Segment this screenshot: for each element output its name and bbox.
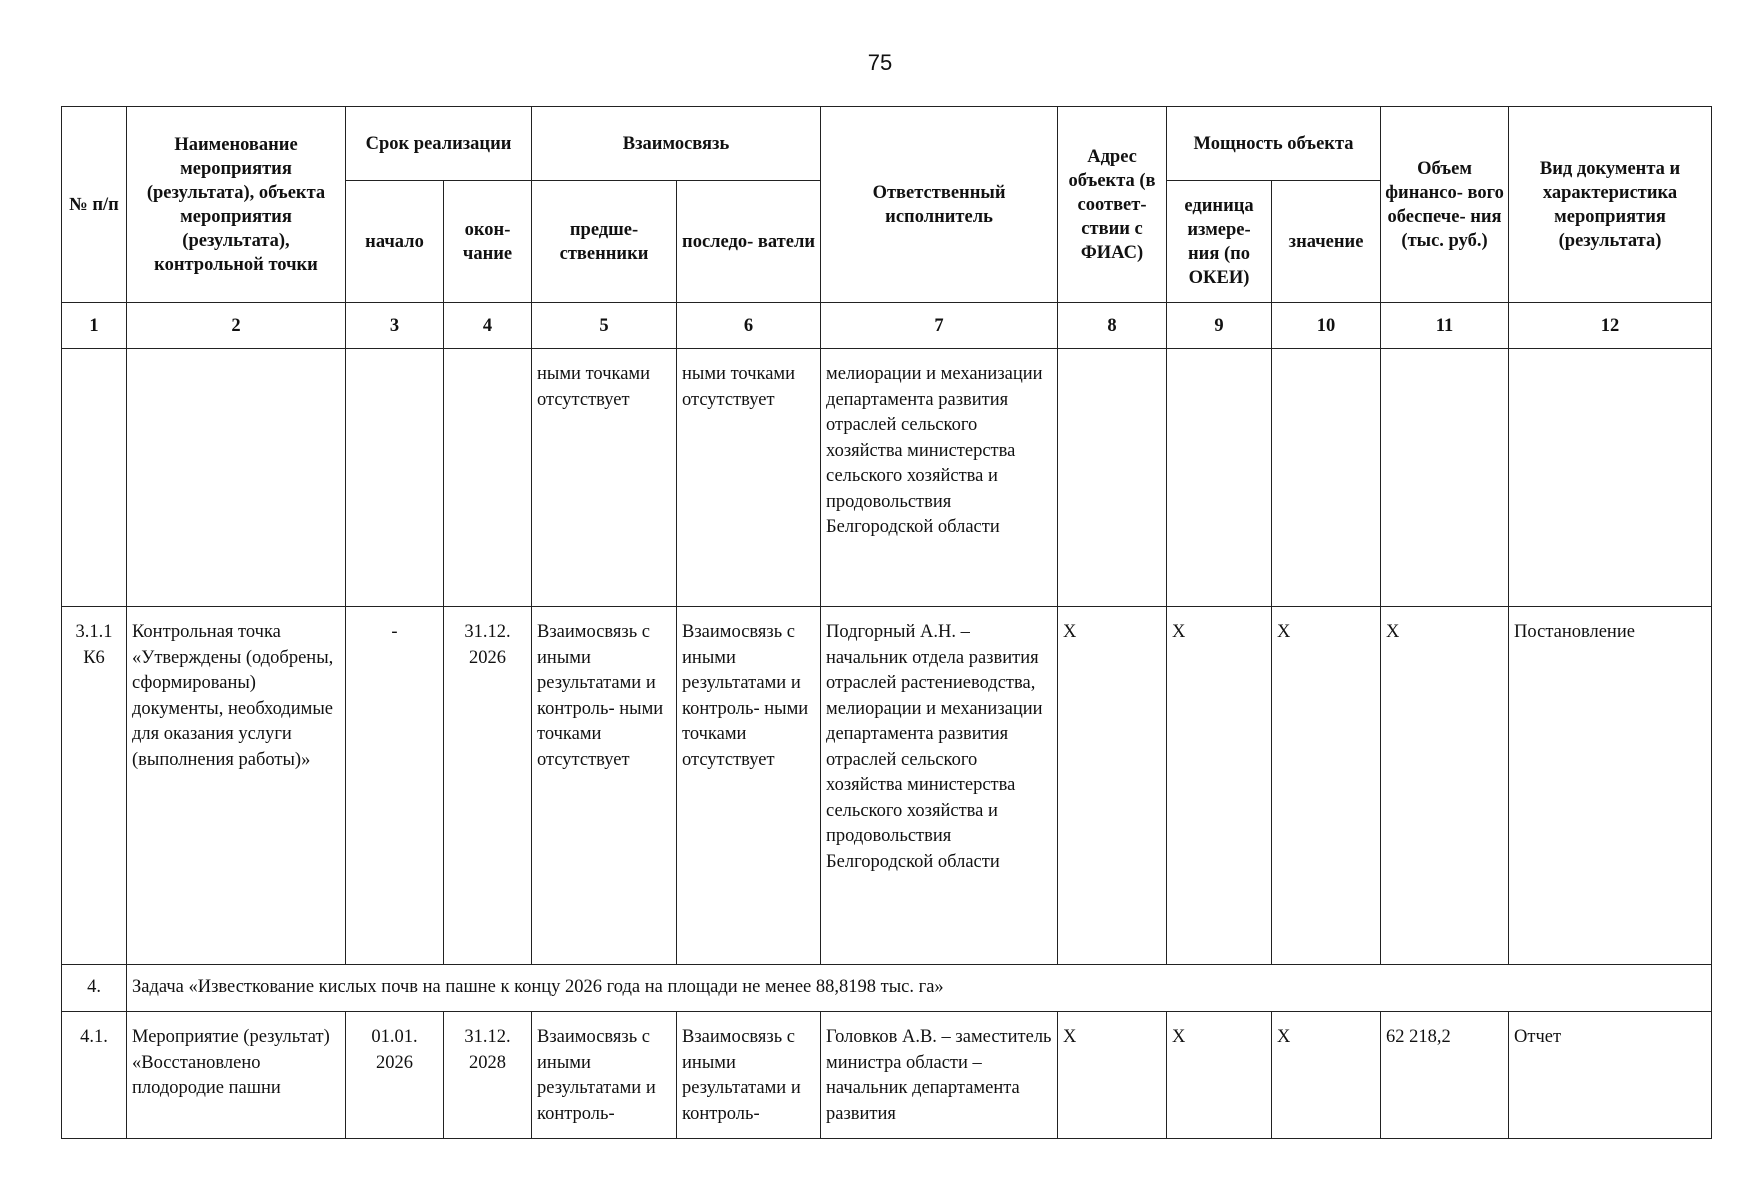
cell-name: Контрольная точка «Утверждены (одобрены, сформированы) документы, необходимые для оказания услуги (выполнения работы)»: [127, 607, 346, 965]
col-header-num: № п/п: [62, 107, 127, 303]
col-header-power: Мощность объекта: [1167, 107, 1381, 181]
cell-num: 4.: [62, 965, 127, 1012]
cell-successors: Взаимосвязь с иными результатами и контроль- ными точками отсутствует: [677, 607, 821, 965]
col-number: 1: [62, 303, 127, 349]
col-number: 4: [444, 303, 532, 349]
cell-value: [1272, 349, 1381, 607]
col-header-unit: единица измере- ния (по ОКЕИ): [1167, 181, 1272, 303]
task-title: Задача «Известкование кислых почв на пашне к концу 2026 года на площади не менее 88,8198 тыс. га»: [127, 965, 1712, 1012]
cell-end: [444, 349, 532, 607]
col-header-value: значение: [1272, 181, 1381, 303]
cell-num: 4.1.: [62, 1012, 127, 1139]
col-number: 12: [1509, 303, 1712, 349]
cell-predecessors: Взаимосвязь с иными результатами и контроль-: [532, 1012, 677, 1139]
cell-unit: X: [1167, 607, 1272, 965]
cell-num: [62, 349, 127, 607]
col-number: 7: [821, 303, 1058, 349]
cell-num: 3.1.1 К6: [62, 607, 127, 965]
header-row-1: [62, 107, 1712, 181]
cell-predecessors: Взаимосвязь с иными результатами и контроль- ными точками отсутствует: [532, 607, 677, 965]
table-row: [62, 1012, 1712, 1139]
col-header-responsible: Ответственный исполнитель: [821, 107, 1058, 303]
col-number: 2: [127, 303, 346, 349]
cell-address: X: [1058, 1012, 1167, 1139]
task-row: [62, 965, 1712, 1012]
cell-value: X: [1272, 607, 1381, 965]
cell-unit: X: [1167, 1012, 1272, 1139]
table-row: [62, 607, 1712, 965]
col-number: 9: [1167, 303, 1272, 349]
cell-unit: [1167, 349, 1272, 607]
cell-doc-type: Отчет: [1509, 1012, 1712, 1139]
cell-address: [1058, 349, 1167, 607]
column-numbers-row: [62, 303, 1712, 349]
cell-name: [127, 349, 346, 607]
col-header-address: Адрес объекта (в соответ- ствии с ФИАС): [1058, 107, 1167, 303]
cell-end: 31.12. 2026: [444, 607, 532, 965]
cell-finance: X: [1381, 607, 1509, 965]
cell-responsible: Подгорный А.Н. – начальник отдела развития отраслей растениеводства, мелиорации и механизации департамента развития отраслей сельского хозяйства министерства сельского хозяйства и продовольствия Белгородской области: [821, 607, 1058, 965]
col-number: 11: [1381, 303, 1509, 349]
cell-successors: Взаимосвязь с иными результатами и контроль-: [677, 1012, 821, 1139]
col-header-start: начало: [346, 181, 444, 303]
col-number: 5: [532, 303, 677, 349]
col-header-predecessors: предше- ственники: [532, 181, 677, 303]
cell-finance: 62 218,2: [1381, 1012, 1509, 1139]
cell-address: X: [1058, 607, 1167, 965]
col-header-doc-type: Вид документа и характеристика мероприятия (результата): [1509, 107, 1712, 303]
table-row: [62, 349, 1712, 607]
cell-responsible: мелиорации и механизации департамента развития отраслей сельского хозяйства министерства сельского хозяйства и продовольствия Белгородской области: [821, 349, 1058, 607]
page-number: 75: [867, 50, 893, 75]
col-header-end: окон- чание: [444, 181, 532, 303]
cell-start: [346, 349, 444, 607]
col-header-link: Взаимосвязь: [532, 107, 821, 181]
cell-end: 31.12. 2028: [444, 1012, 532, 1139]
cell-responsible: Головков А.В. – заместитель министра области – начальник департамента развития: [821, 1012, 1058, 1139]
col-header-finance: Объем финансо- вого обеспече- ния (тыс. руб.): [1381, 107, 1509, 303]
events-table: [61, 106, 1712, 1139]
col-header-term: Срок реализации: [346, 107, 532, 181]
cell-doc-type: [1509, 349, 1712, 607]
col-number: 10: [1272, 303, 1381, 349]
col-number: 8: [1058, 303, 1167, 349]
cell-finance: [1381, 349, 1509, 607]
col-header-successors: последо- ватели: [677, 181, 821, 303]
cell-name: Мероприятие (результат) «Восстановлено плодородие пашни: [127, 1012, 346, 1139]
cell-successors: ными точками отсутствует: [677, 349, 821, 607]
cell-doc-type: Постановление: [1509, 607, 1712, 965]
cell-value: X: [1272, 1012, 1381, 1139]
cell-predecessors: ными точками отсутствует: [532, 349, 677, 607]
col-number: 6: [677, 303, 821, 349]
col-number: 3: [346, 303, 444, 349]
cell-start: -: [346, 607, 444, 965]
col-header-name: Наименование мероприятия (результата), объекта мероприятия (результата), контрольной точки: [127, 107, 346, 303]
cell-start: 01.01. 2026: [346, 1012, 444, 1139]
